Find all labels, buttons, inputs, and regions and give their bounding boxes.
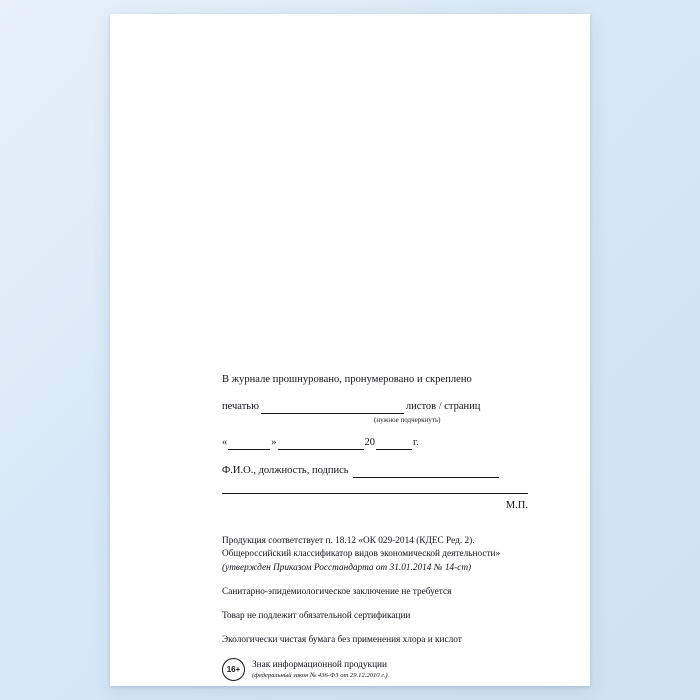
fio-field-second-line[interactable]: [222, 480, 528, 494]
quote-close: »: [271, 436, 277, 448]
info-mark-law: (федеральный закон № 436-ФЗ от 29.12.2010 г.): [252, 672, 388, 680]
okved-line2: Общероссийский классификатор видов экономической деятельности»: [222, 549, 501, 560]
fio-row: [222, 463, 564, 478]
day-field[interactable]: [228, 438, 270, 450]
certification-block: [222, 372, 564, 513]
month-field[interactable]: [278, 438, 364, 450]
okved-paragraph: [222, 535, 564, 575]
underline-note: (нужное подчеркнуть): [374, 416, 441, 425]
okved-line3: (утвержден Приказом Росстандарта от 31.01.2014 № 14-ст): [222, 562, 472, 573]
fio-label: Ф.И.О., должность, подпись: [222, 464, 349, 476]
sheets-label: листов / страниц: [405, 401, 481, 413]
seal-count-field[interactable]: [261, 402, 404, 414]
year-prefix: 20: [364, 436, 375, 448]
seal-row: [222, 399, 564, 414]
ecology-statement: Экологически чистая бумага без применения хлора и кислот: [222, 635, 462, 646]
certification-line1: В журнале прошнуровано, пронумеровано и скреплено: [222, 374, 472, 385]
sanitary-statement: Санитарно-эпидемиологическое заключение не требуется: [222, 586, 452, 597]
info-mark-row: [222, 658, 564, 681]
year-field[interactable]: [376, 438, 412, 450]
info-mark-title: Знак информационной продукции: [252, 660, 387, 671]
seal-prefix-label: печатью: [222, 401, 259, 413]
page-content: [222, 372, 564, 681]
date-row: [222, 435, 564, 450]
okved-line1: Продукция соответствует п. 18.12 «ОК 029-2014 (КДЕС Ред. 2).: [222, 536, 475, 547]
info-mark-text: [252, 659, 388, 681]
age-rating-icon: 16+: [222, 658, 245, 681]
document-page: [110, 14, 590, 686]
year-suffix: г.: [413, 436, 419, 448]
seal-place-label: М.П.: [505, 500, 528, 512]
compliance-block: [222, 535, 564, 681]
certification-statement: Товар не подлежит обязательной сертификации: [222, 610, 411, 621]
quote-open: «: [222, 436, 228, 448]
fio-field[interactable]: [353, 466, 499, 478]
